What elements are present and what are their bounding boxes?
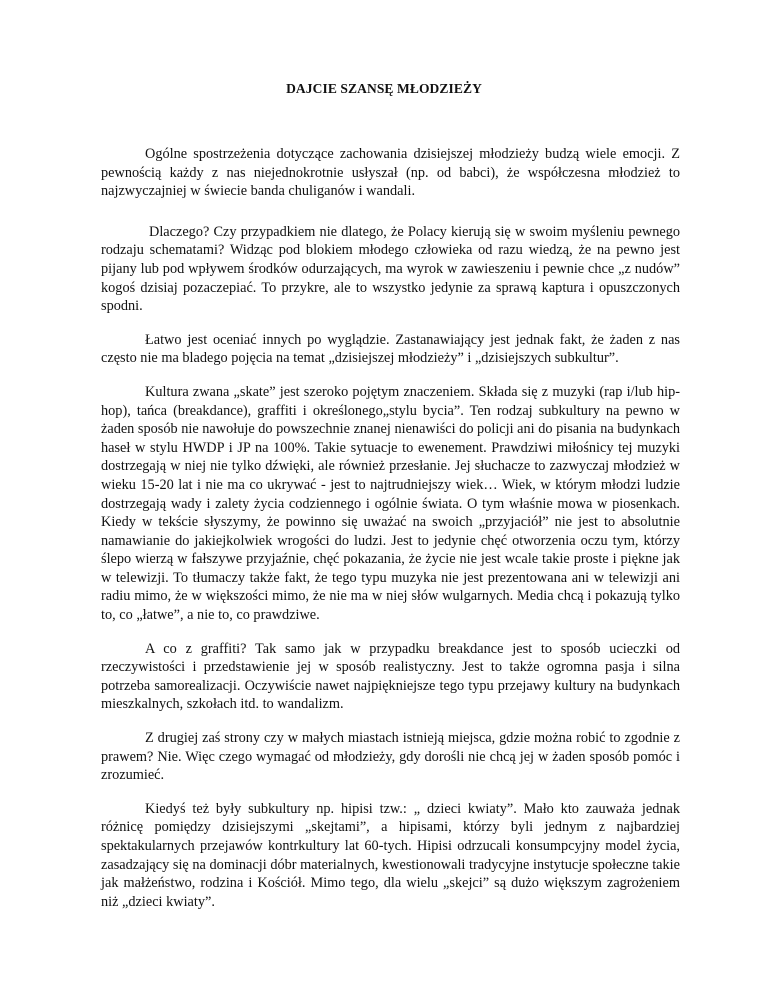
paragraph-6: Z drugiej zaś strony czy w małych miastach istnieją miejsca, gdzie można robić to zgodnie z prawem? Nie. Więc czego wymagać od młodzieży, gdy dorośli nie chcą jej w żaden sposób pomóc i zrozumieć. <box>101 730 680 784</box>
paragraph-1: Ogólne spostrzeżenia dotyczące zachowania dzisiejszej młodzieży budzą wiele emocji. Z pewnością każdy z nas niejednokrotnie usłyszał (np. od babci), że współczesna młodzież to najzwyczajniej w świecie banda chuliganów i wandali. <box>101 146 680 200</box>
paragraph-4: Kultura zwana „skate” jest szeroko pojętym znaczeniem. Składa się z muzyki (rap i/lub hip-hop), tańca (breakdance), graffiti i określonego„stylu bycia”. Ten rodzaj subkultury na pewno w żaden sposób nie nawołuje do powszechnie znanej nienawiści do policji ani do pisania na budynkach haseł w stylu HWDP i JP na 100%. Takie sytuacje to ewenement. Prawdziwi miłośnicy tej muzyki dostrzegają w niej nie tylko dźwięki, ale również przesłanie. Jej słuchacze to zazwyczaj młodzież w wieku 15-20 lat i nie ma co ukrywać - jest to najtrudniejszy wiek… Wiek, w którym młodzi ludzie dostrzegają wady i zalety życia codziennego i ogólnie świata. O tym właśnie mowa w piosenkach. Kiedy w tekście słyszymy, że powinno się uważać na swoich „przyjaciół” nie jest to absolutnie namawianie do jakiejkolwiek wrogości do ludzi. Jest to jedynie chęć otworzenia oczu tym, którzy ślepo wierzą w fałszywe przyjaźnie, chęć pokazania, że życie nie jest wcale takie proste i piękne jak w telewizji. To tłumaczy także fakt, że tego typu muzyka nie jest prezentowana ani w telewizji ani radiu mimo, że w większości mimo, że nie ma w niej słów wulgarnych. Media chcą i pokazują tylko to, co „łatwe”, a nie to, co prawdziwe. <box>101 383 680 624</box>
document-body <box>101 145 680 926</box>
paragraph-5: A co z graffiti? Tak samo jak w przypadku breakdance jest to sposób ucieczki od rzeczywistości i przedstawienie jej w sposób realistyczny. Jest to także ogromna pasja i silna potrzeba samorealizacji. Oczywiście nawet najpiękniejsze tego typu przejawy kultury na budynkach mieszkalnych, szkołach itd. to wandalizm. <box>101 640 680 713</box>
paragraph-7: Kiedyś też były subkultury np. hipisi tzw.: „ dzieci kwiaty”. Mało kto zauważa jednak różnicę pomiędzy dzisiejszymi „skejtami”, a hipisami, którzy byli jednym z najbardziej spektakularnych przejawów kontrkultury lat 60-tych. Hipisi odrzucali konsumpcyjny model życia, zasadzający się na dominacji dóbr materialnych, kwestionowali tradycyjne instytucje społeczne takie jak małżeństwo, rodzina i Kościół. Mimo tego, dla wielu „skejci” są dużo większym zagrożeniem niż „dzieci kwiaty”. <box>101 800 680 910</box>
paragraph-2: Dlaczego? Czy przypadkiem nie dlatego, że Polacy kierują się w swoim myśleniu pewnego rodzaju schematami? Widząc pod blokiem młodego człowieka od razu wiedzą, że na pewno jest pijany lub pod wpływem środków odurzających, ma wyrok w zawieszeniu i pewnie chce „z nudów” kogoś dzisiaj pozaczepiać. To przykre, ale to wszystko jedynie za sprawą kaptura i opuszczonych spodni. <box>101 223 680 315</box>
paragraph-3: Łatwo jest oceniać innych po wyglądzie. Zastanawiający jest jednak fakt, że żaden z nas często nie ma bladego pojęcia na temat „dzisiejszej młodzieży” i „dzisiejszych subkultur”. <box>101 331 680 367</box>
document-title: DAJCIE SZANSĘ MŁODZIEŻY <box>286 81 482 96</box>
